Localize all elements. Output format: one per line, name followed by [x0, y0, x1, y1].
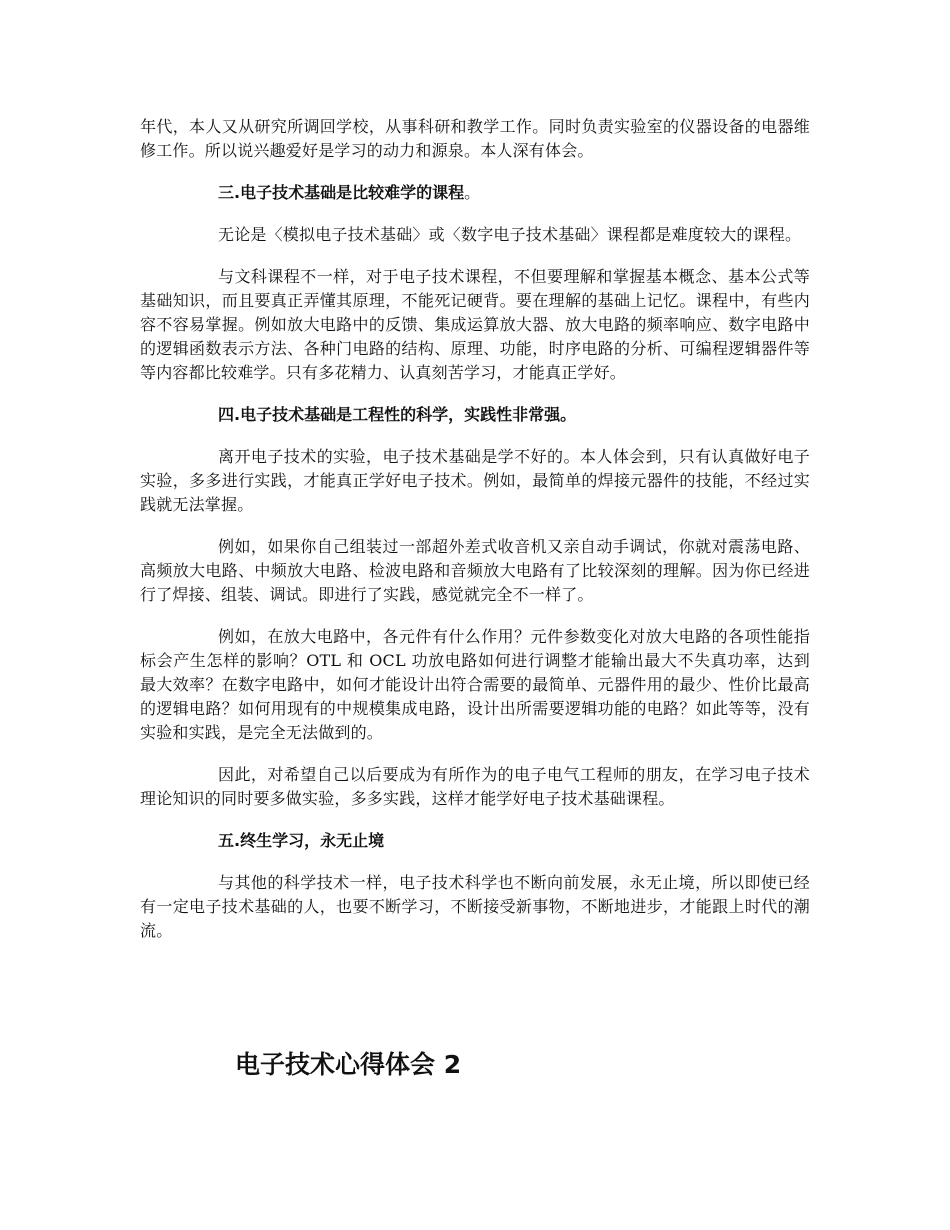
paragraph: 与文科课程不一样，对于电子技术课程，不但要理解和掌握基本概念、基本公式等基础知识，而且要真正弄懂其原理，不能死记硬背。要在理解的基础上记忆。课程中，有些内容不容易掌握。例如放大电路中的反馈、集成运算放大器、放大电路的频率响应、数字电路中的逻辑函数表示方法、各种门电路的结构、原理、功能，时序电路的分析、可编程逻辑器件等等内容都比较难学。只有多花精力、认真刻苦学习，才能真正学好。: [140, 267, 810, 382]
section-heading-3-tail: 。: [464, 183, 481, 202]
paragraph: 无论是〈模拟电子技术基础〉或〈数字电子技术基础〉课程都是难度较大的课程。: [218, 225, 802, 244]
document-body: [140, 115, 810, 961]
paragraph: 离开电子技术的实验，电子技术基础是学不好的。本人体会到，只有认真做好电子实验，多多进行实践，才能真正学好电子技术。例如，最简单的焊接元器件的技能，不经过实践就无法掌握。: [140, 447, 810, 514]
next-article-title: 电子技术心得体会 2: [235, 1050, 462, 1079]
paragraph-continuation: 年代，本人又从研究所调回学校，从事科研和教学工作。同时负责实验室的仪器设备的电器维修工作。所以说兴趣爱好是学习的动力和源泉。本人深有体会。: [140, 117, 810, 160]
paragraph: 例如，如果你自己组装过一部超外差式收音机又亲自动手调试，你就对震荡电路、高频放大电路、中频放大电路、检波电路和音频放大电路有了比较深刻的理解。因为你已经进行了焊接、组装、调试。即进行了实践，感觉就完全不一样了。: [140, 537, 810, 604]
paragraph: 与其他的科学技术一样，电子技术科学也不断向前发展，永无止境，所以即使已经有一定电子技术基础的人，也要不断学习，不断接受新事物，不断地进步，才能跟上时代的潮流。: [140, 873, 810, 940]
section-heading-4: 四.电子技术基础是工程性的科学，实践性非常强。: [218, 405, 577, 424]
paragraph: 因此，对希望自己以后要成为有所作为的电子电气工程师的朋友，在学习电子技术理论知识的同时要多做实验，多多实践，这样才能学好电子技术基础课程。: [140, 765, 810, 808]
section-heading-3-text: 三.电子技术基础是比较难学的课程: [218, 183, 465, 202]
section-heading-5: 五.终生学习，永无止境: [218, 831, 385, 850]
paragraph: 例如，在放大电路中，各元件有什么作用？元件参数变化对放大电路的各项性能指标会产生怎样的影响？OTL 和 OCL 功放电路如何进行调整才能输出最大不失真功率，达到最大效率？在数字电路中，如何才能设计出符合需要的最简单、元器件用的最少、性价比最高的逻辑电路？如何用现有的中规模集成电路，设计出所需要逻辑功能的电路？如此等等，没有实验和实践，是完全无法做到的。: [140, 627, 810, 742]
section-heading-3: [140, 181, 810, 205]
